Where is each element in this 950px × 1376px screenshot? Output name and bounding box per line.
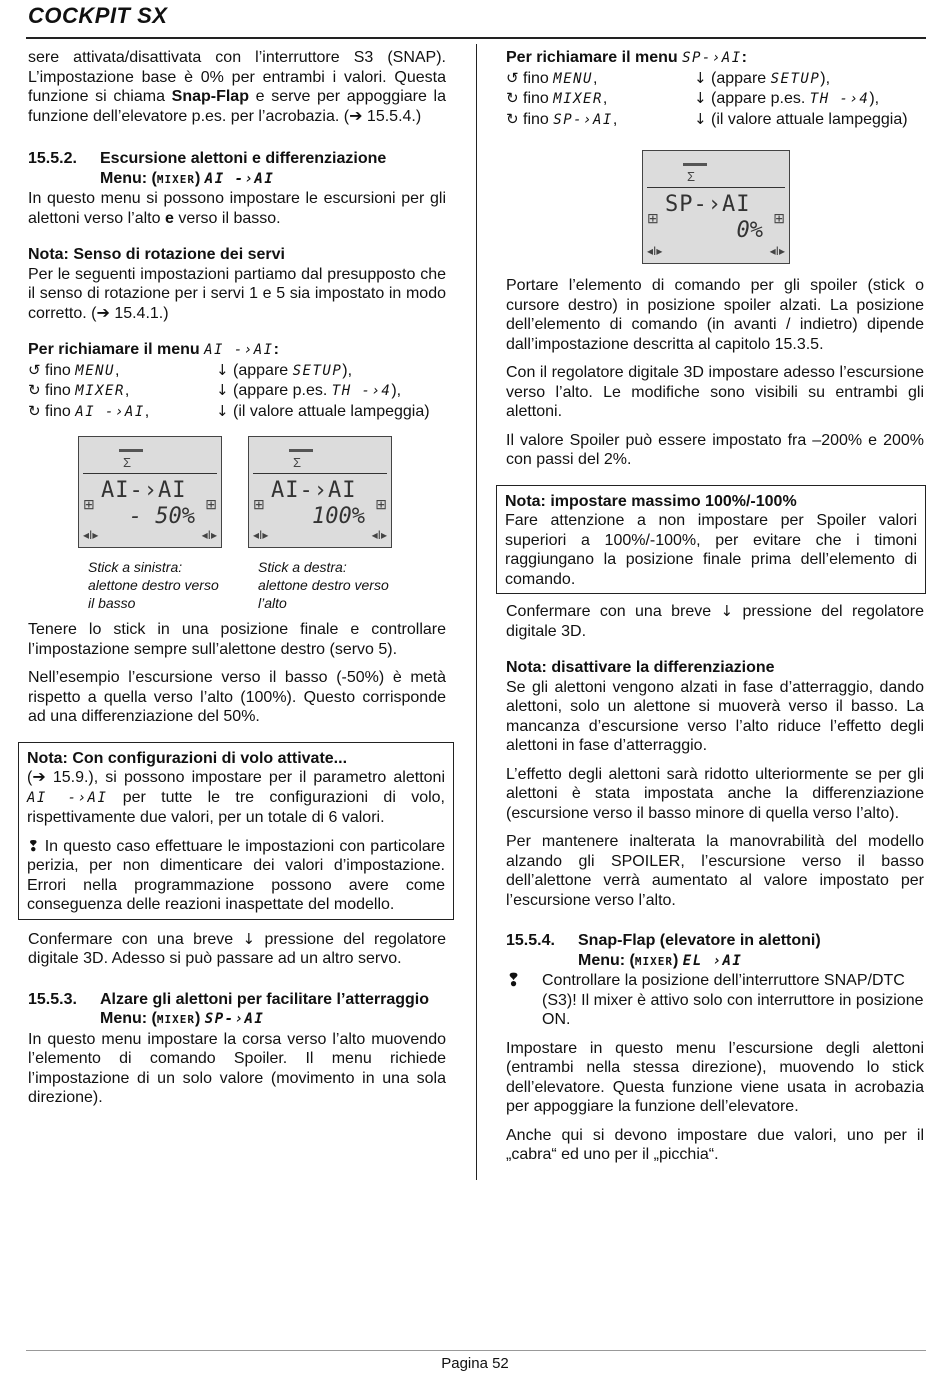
- paragraph: Confermare con una breve ↓ pressione del regolatore digitale 3D.: [506, 602, 925, 640]
- section-menu-path: Menu: (MIXER) EL ›AI: [578, 951, 743, 969]
- header-rule: [26, 37, 926, 39]
- paragraph: Nell’esempio l’escursione verso il basso (-50%) è metà rispetto a quella verso l’alto (100%). Questo corrisponde ad una differenziazione del 50%.: [28, 669, 446, 725]
- rotate-left-icon: ↺: [28, 360, 41, 379]
- page-number: Pagina 52: [441, 1355, 509, 1372]
- arrow-down-icon: ↓: [720, 602, 734, 620]
- left-column: [28, 48, 446, 1117]
- section-menu-path: Menu: (MIXER) SP-›AI: [100, 1010, 265, 1027]
- menu-call-line: ↺ fino MENU, ↓ (appare SETUP),: [506, 68, 831, 87]
- lcd-display: Σ SP-›AI ⊞ ⊞ 0% ◂I▸ ◂I▸: [642, 150, 790, 264]
- note-title: Nota: disattivare la differenziazione: [506, 659, 775, 676]
- paragraph: Confermare con una breve ↓ pressione del regolatore digitale 3D. Adesso si può passare ad un altro servo.: [28, 929, 447, 967]
- lcd-display: Σ AI-›AI ⊞ ⊞ 100% ◂I▸ ◂I▸: [248, 436, 392, 548]
- section-title: Alzare gli alettoni per facilitare l’atterraggio: [100, 990, 429, 1008]
- note-title: Nota: Senso di rotazione dei servi: [28, 246, 285, 263]
- lcd-display: Σ AI-›AI ⊞ ⊞ - 50% ◂I▸ ◂I▸: [78, 436, 222, 548]
- arrow-down-icon: ↓: [242, 929, 256, 948]
- column-divider: [476, 44, 477, 1180]
- menu-call-block: Per richiamare il menu AI -›AI: ↺ fino MENU, ↓ (appare SETUP), ↻ fino MIXER, ↓ (appare p.es. TH -›4), ↻ fino AI -›AI, ↓ (il valore attuale lampeggia): [28, 340, 446, 422]
- menu-call-line: ↻ fino MIXER, ↓ (appare p.es. TH -›4),: [28, 381, 402, 399]
- rotate-right-icon: ↻: [28, 381, 41, 399]
- paragraph: Il valore Spoiler può essere impostato fra –200% e 200% con passi del 2%.: [506, 431, 924, 468]
- lcd-pair: [78, 436, 446, 612]
- paragraph: Con il regolatore digitale 3D impostare adesso l’escursione verso l’alto. Le modifiche sono visibili su entrambi gli alettoni.: [506, 364, 924, 420]
- note-box-title: Nota: impostare massimo 100%/-100%: [505, 492, 797, 510]
- paragraph: Impostare in questo menu l’escursione degli alettoni (entrambi nella stessa direzione), muovendo lo stick dell’elevatore. Questa funzione viene usata in acrobazia per appoggiare la funzione dell’elevatore.: [506, 1039, 924, 1115]
- warning-row: [506, 971, 924, 1030]
- section-number: 15.5.2.: [28, 150, 77, 167]
- lcd-caption: Stick a sinistra: alettone destro verso il basso: [88, 559, 219, 611]
- lcd-caption: Stick a destra: alettone destro verso l’alto: [258, 559, 389, 611]
- arrow-down-icon: ↓: [216, 381, 229, 399]
- paragraph: Per mantenere inalterata la manovrabilità del modello alzando gli SPOILER, l’escursione verso il basso dell’alettone verrà aumentato al valore impostato per l’escursione verso l’alto.: [506, 833, 924, 909]
- warning-icon: ❢: [506, 970, 522, 991]
- menu-call-line: ↻ fino SP-›AI, ↓ (il valore attuale lampeggia): [506, 109, 908, 128]
- footer-rule: [26, 1350, 926, 1351]
- document-header-title: COCKPIT SX: [28, 3, 168, 28]
- note-box: [496, 485, 926, 595]
- note-text: Per le seguenti impostazioni partiamo dal presupposto che il senso di rotazione per i servi 1 e 5 sia impostato in modo corretto. (➔ 15.4.1.): [28, 265, 446, 322]
- section-intro-paragraph: In questo menu si possono impostare le escursioni per gli alettoni verso l’alto e verso il basso.: [28, 190, 446, 227]
- menu-call-line: ↻ fino AI -›AI, ↓ (il valore attuale lampeggia): [28, 401, 430, 420]
- paragraph: Tenere lo stick in una posizione finale e controllare l’impostazione sempre sull’alettone destro (servo 5).: [28, 621, 446, 658]
- note-box-text: (➔ 15.9.), si possono impostare per il parametro alettoni AI -›AI per tutte le tre configurazioni di volo, rispettivamente due valori, per un totale di 6 valori.: [27, 769, 445, 826]
- section-title: Escursione alettoni e differenziazione: [100, 150, 387, 167]
- intro-paragraph: sere attivata/disattivata con l’interruttore S3 (SNAP). L’impostazione base è 0% per entrambi i valori. Questa funzione si chiama Snap-Flap e serve per appoggiare la funzione dell’elevatore p.es. per l’acrobazia. (➔ 15.5.4.): [28, 49, 446, 125]
- note-text: Se gli alettoni vengono alzati in fase d’atterraggio, dando alettoni, solo un alettone si muoverà verso il basso. La mancanza d’escursione verso l’alto riduce l’effetto degli alettoni in fase d’atterraggio.: [506, 678, 924, 754]
- rotate-left-icon: ↺: [506, 68, 519, 87]
- arrow-down-icon: ↓: [694, 68, 707, 87]
- section-number: 15.5.4.: [506, 932, 555, 949]
- arrow-down-icon: ↓: [216, 360, 229, 379]
- paragraph: In questo menu impostare la corsa verso l’alto muovendo l’elemento di comando Spoiler. Il menu richiede l’impostazione di un solo valore (movimento in una sola direzione).: [28, 1030, 446, 1106]
- paragraph: L’effetto degli alettoni sarà ridotto ulteriormente se per gli alettoni è stata impostata anche la differenziazione (escursione verso il basso minore di quella verso l’alto).: [506, 765, 924, 822]
- note-box: [18, 742, 454, 920]
- rotate-right-icon: ↻: [28, 401, 41, 420]
- right-column: [506, 48, 924, 1174]
- section-title: Snap-Flap (elevatore in alettoni): [578, 932, 821, 949]
- arrow-down-icon: ↓: [216, 401, 229, 420]
- note-box-title: Nota: Con configurazioni di volo attivate...: [27, 749, 348, 767]
- menu-call-line: ↺ fino MENU, ↓ (appare SETUP),: [28, 360, 353, 379]
- rotate-right-icon: ↻: [506, 109, 519, 128]
- note-box-text: Fare attenzione a non impostare per Spoiler valori superiori a 100%/-100%, per evitare che i timoni raggiungano la posizione finale prima dell’elemento di comando.: [505, 512, 917, 588]
- section-15-5-3: [28, 990, 446, 1030]
- paragraph: Portare l’elemento di comando per gli spoiler (stick o cursore destro) in posizione spoiler alzati. La posizione dell’elemento di comando (in avanti / indietro) dipende dall’impostazione descritta al capitolo 15.3.5.: [506, 277, 924, 353]
- rotate-right-icon: ↻: [506, 89, 519, 107]
- menu-call-line: ↻ fino MIXER, ↓ (appare p.es. TH -›4),: [506, 89, 880, 107]
- note-box-warning: ❢ In questo caso effettuare le impostazioni con particolare perizia, per non dimenticare dei valori d’impostazione. Errori nella programmazione possono avere come conseguenza delle reazioni inaspettate del modello.: [27, 836, 445, 913]
- section-15-5-2: [28, 149, 446, 189]
- lcd-single: [642, 150, 924, 264]
- arrow-down-icon: ↓: [694, 89, 707, 107]
- section-number: 15.5.3.: [28, 990, 77, 1008]
- warning-icon: ❢: [27, 836, 40, 855]
- arrow-down-icon: ↓: [694, 109, 707, 128]
- section-15-5-4: [506, 931, 924, 971]
- menu-call-block: Per richiamare il menu SP-›AI: ↺ fino MENU, ↓ (appare SETUP), ↻ fino MIXER, ↓ (appare p.es. TH -›4), ↻ fino SP-›AI, ↓ (il valore attuale lampeggia): [506, 48, 924, 130]
- warning-text: Controllare la posizione dell’interruttore SNAP/DTC (S3)! Il mixer è attivo solo con interruttore in posizione ON.: [542, 972, 924, 1028]
- section-menu-path: Menu: (MIXER) AI -›AI: [100, 169, 275, 187]
- paragraph: Anche qui si devono impostare due valori, uno per il „cabra“ ed uno per il „picchia“.: [506, 1126, 924, 1163]
